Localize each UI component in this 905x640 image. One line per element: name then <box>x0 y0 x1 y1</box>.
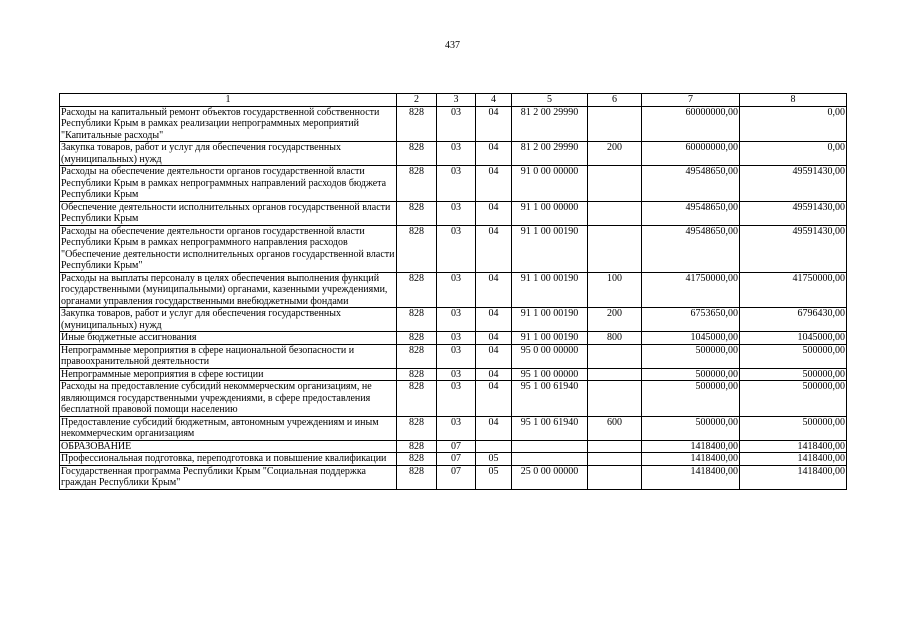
amount-year1-cell: 49548650,00 <box>642 225 740 272</box>
section-code-cell: 03 <box>437 142 476 166</box>
ministry-code-cell: 828 <box>397 368 437 381</box>
table-row <box>60 381 847 417</box>
amount-year1-cell: 500000,00 <box>642 416 740 440</box>
row-name-cell: Расходы на капитальный ремонт объектов государственной собственности Республики Крым в рамках реализации непрограммных мероприятий "Капитальные расходы" <box>60 106 397 142</box>
section-code-cell: 07 <box>437 440 476 453</box>
row-name-cell: Иные бюджетные ассигнования <box>60 332 397 345</box>
section-code-cell: 07 <box>437 465 476 489</box>
expense-type-cell: 800 <box>588 332 642 345</box>
budget-table <box>59 93 847 490</box>
expense-type-cell <box>588 106 642 142</box>
target-article-cell <box>512 440 588 453</box>
section-code-cell: 03 <box>437 332 476 345</box>
subsection-code-cell: 05 <box>476 465 512 489</box>
expense-type-cell: 100 <box>588 272 642 308</box>
target-article-cell: 95 1 00 00000 <box>512 368 588 381</box>
ministry-code-cell: 828 <box>397 106 437 142</box>
ministry-code-cell: 828 <box>397 142 437 166</box>
amount-year1-cell: 500000,00 <box>642 368 740 381</box>
target-article-cell: 25 0 00 00000 <box>512 465 588 489</box>
amount-year2-cell: 49591430,00 <box>740 201 847 225</box>
table-row <box>60 142 847 166</box>
expense-type-cell <box>588 440 642 453</box>
amount-year2-cell: 0,00 <box>740 142 847 166</box>
row-name-cell: Обеспечение деятельности исполнительных органов государственной власти Республики Крым <box>60 201 397 225</box>
amount-year2-cell: 500000,00 <box>740 416 847 440</box>
row-name-cell: Расходы на обеспечение деятельности органов государственной власти Республики Крым в рамках непрограммного направления расходов "Обеспечение деятельности исполнительных органов государственной власти Республики Крым" <box>60 225 397 272</box>
section-code-cell: 03 <box>437 272 476 308</box>
section-code-cell: 03 <box>437 166 476 202</box>
section-code-cell: 03 <box>437 368 476 381</box>
row-name-cell: Расходы на предоставление субсидий некоммерческим организациям, не являющимся государственными учреждениями, в сфере предоставления бесплатной правовой помощи населению <box>60 381 397 417</box>
row-name-cell: Государственная программа Республики Крым "Социальная поддержка граждан Республики Крым" <box>60 465 397 489</box>
ministry-code-cell: 828 <box>397 453 437 466</box>
expense-type-cell <box>588 166 642 202</box>
ministry-code-cell: 828 <box>397 344 437 368</box>
amount-year1-cell: 41750000,00 <box>642 272 740 308</box>
subsection-code-cell: 04 <box>476 272 512 308</box>
row-name-cell: Закупка товаров, работ и услуг для обеспечения государственных (муниципальных) нужд <box>60 308 397 332</box>
amount-year2-cell: 1045000,00 <box>740 332 847 345</box>
table-row <box>60 272 847 308</box>
subsection-code-cell: 04 <box>476 225 512 272</box>
amount-year2-cell: 6796430,00 <box>740 308 847 332</box>
section-code-cell: 03 <box>437 308 476 332</box>
ministry-code-cell: 828 <box>397 308 437 332</box>
row-name-cell: Закупка товаров, работ и услуг для обеспечения государственных (муниципальных) нужд <box>60 142 397 166</box>
target-article-cell: 95 1 00 61940 <box>512 416 588 440</box>
row-name-cell: Расходы на выплаты персоналу в целях обеспечения выполнения функций государственными (муниципальными) органами, казенными учреждениями, органами управления государственными внебюджетными фондами <box>60 272 397 308</box>
ministry-code-cell: 828 <box>397 166 437 202</box>
amount-year1-cell: 49548650,00 <box>642 201 740 225</box>
section-code-cell: 03 <box>437 416 476 440</box>
amount-year1-cell: 60000000,00 <box>642 142 740 166</box>
subsection-code-cell: 04 <box>476 332 512 345</box>
expense-type-cell <box>588 368 642 381</box>
subsection-code-cell: 04 <box>476 381 512 417</box>
expense-type-cell <box>588 344 642 368</box>
expense-type-cell: 200 <box>588 308 642 332</box>
subsection-code-cell: 04 <box>476 166 512 202</box>
header-row <box>60 94 847 107</box>
amount-year2-cell: 1418400,00 <box>740 465 847 489</box>
subsection-code-cell: 04 <box>476 106 512 142</box>
amount-year2-cell: 500000,00 <box>740 344 847 368</box>
subsection-code-cell: 05 <box>476 453 512 466</box>
table-row <box>60 106 847 142</box>
target-article-cell: 81 2 00 29990 <box>512 142 588 166</box>
target-article-cell: 91 1 00 00000 <box>512 201 588 225</box>
table-row <box>60 368 847 381</box>
expense-type-cell <box>588 201 642 225</box>
section-code-cell: 07 <box>437 453 476 466</box>
amount-year2-cell: 500000,00 <box>740 368 847 381</box>
expense-type-cell <box>588 225 642 272</box>
ministry-code-cell: 828 <box>397 465 437 489</box>
ministry-code-cell: 828 <box>397 272 437 308</box>
col-header-4: 4 <box>476 94 512 107</box>
row-name-cell: Расходы на обеспечение деятельности органов государственной власти Республики Крым в рамках непрограммных направлений расходов бюджета Республики Крым <box>60 166 397 202</box>
amount-year2-cell: 49591430,00 <box>740 166 847 202</box>
subsection-code-cell: 04 <box>476 344 512 368</box>
amount-year1-cell: 500000,00 <box>642 344 740 368</box>
col-header-7: 7 <box>642 94 740 107</box>
amount-year2-cell: 0,00 <box>740 106 847 142</box>
amount-year1-cell: 6753650,00 <box>642 308 740 332</box>
expense-type-cell <box>588 453 642 466</box>
amount-year2-cell: 49591430,00 <box>740 225 847 272</box>
amount-year2-cell: 500000,00 <box>740 381 847 417</box>
table-row <box>60 465 847 489</box>
row-name-cell: Непрограммные мероприятия в сфере национальной безопасности и правоохранительной деятельности <box>60 344 397 368</box>
expense-type-cell <box>588 381 642 417</box>
expense-type-cell <box>588 465 642 489</box>
row-name-cell: Непрограммные мероприятия в сфере юстиции <box>60 368 397 381</box>
amount-year1-cell: 1418400,00 <box>642 453 740 466</box>
subsection-code-cell: 04 <box>476 201 512 225</box>
ministry-code-cell: 828 <box>397 381 437 417</box>
subsection-code-cell: 04 <box>476 416 512 440</box>
amount-year2-cell: 41750000,00 <box>740 272 847 308</box>
target-article-cell: 91 1 00 00190 <box>512 272 588 308</box>
subsection-code-cell: 04 <box>476 308 512 332</box>
page-number: 437 <box>445 40 460 51</box>
table-row <box>60 416 847 440</box>
row-name-cell: Предоставление субсидий бюджетным, автономным учреждениям и иным некоммерческим организациям <box>60 416 397 440</box>
target-article-cell: 81 2 00 29990 <box>512 106 588 142</box>
row-name-cell: Профессиональная подготовка, переподготовка и повышение квалификации <box>60 453 397 466</box>
amount-year2-cell: 1418400,00 <box>740 440 847 453</box>
target-article-cell <box>512 453 588 466</box>
col-header-5: 5 <box>512 94 588 107</box>
expense-type-cell: 600 <box>588 416 642 440</box>
table-row <box>60 453 847 466</box>
amount-year1-cell: 60000000,00 <box>642 106 740 142</box>
ministry-code-cell: 828 <box>397 416 437 440</box>
amount-year1-cell: 1418400,00 <box>642 465 740 489</box>
table-row <box>60 440 847 453</box>
amount-year1-cell: 500000,00 <box>642 381 740 417</box>
subsection-code-cell <box>476 440 512 453</box>
table-row <box>60 332 847 345</box>
col-header-3: 3 <box>437 94 476 107</box>
table-row <box>60 308 847 332</box>
section-code-cell: 03 <box>437 344 476 368</box>
target-article-cell: 91 0 00 00000 <box>512 166 588 202</box>
table-row <box>60 201 847 225</box>
section-code-cell: 03 <box>437 225 476 272</box>
ministry-code-cell: 828 <box>397 440 437 453</box>
section-code-cell: 03 <box>437 381 476 417</box>
target-article-cell: 95 1 00 61940 <box>512 381 588 417</box>
row-name-cell: ОБРАЗОВАНИЕ <box>60 440 397 453</box>
subsection-code-cell: 04 <box>476 142 512 166</box>
subsection-code-cell: 04 <box>476 368 512 381</box>
target-article-cell: 95 0 00 00000 <box>512 344 588 368</box>
ministry-code-cell: 828 <box>397 332 437 345</box>
table-row <box>60 225 847 272</box>
target-article-cell: 91 1 00 00190 <box>512 225 588 272</box>
budget-table-body <box>60 106 847 489</box>
ministry-code-cell: 828 <box>397 201 437 225</box>
col-header-1: 1 <box>60 94 397 107</box>
target-article-cell: 91 1 00 00190 <box>512 332 588 345</box>
col-header-6: 6 <box>588 94 642 107</box>
amount-year2-cell: 1418400,00 <box>740 453 847 466</box>
table-row <box>60 166 847 202</box>
target-article-cell: 91 1 00 00190 <box>512 308 588 332</box>
amount-year1-cell: 1045000,00 <box>642 332 740 345</box>
amount-year1-cell: 49548650,00 <box>642 166 740 202</box>
table-row <box>60 344 847 368</box>
col-header-8: 8 <box>740 94 847 107</box>
ministry-code-cell: 828 <box>397 225 437 272</box>
expense-type-cell: 200 <box>588 142 642 166</box>
section-code-cell: 03 <box>437 201 476 225</box>
section-code-cell: 03 <box>437 106 476 142</box>
col-header-2: 2 <box>397 94 437 107</box>
amount-year1-cell: 1418400,00 <box>642 440 740 453</box>
